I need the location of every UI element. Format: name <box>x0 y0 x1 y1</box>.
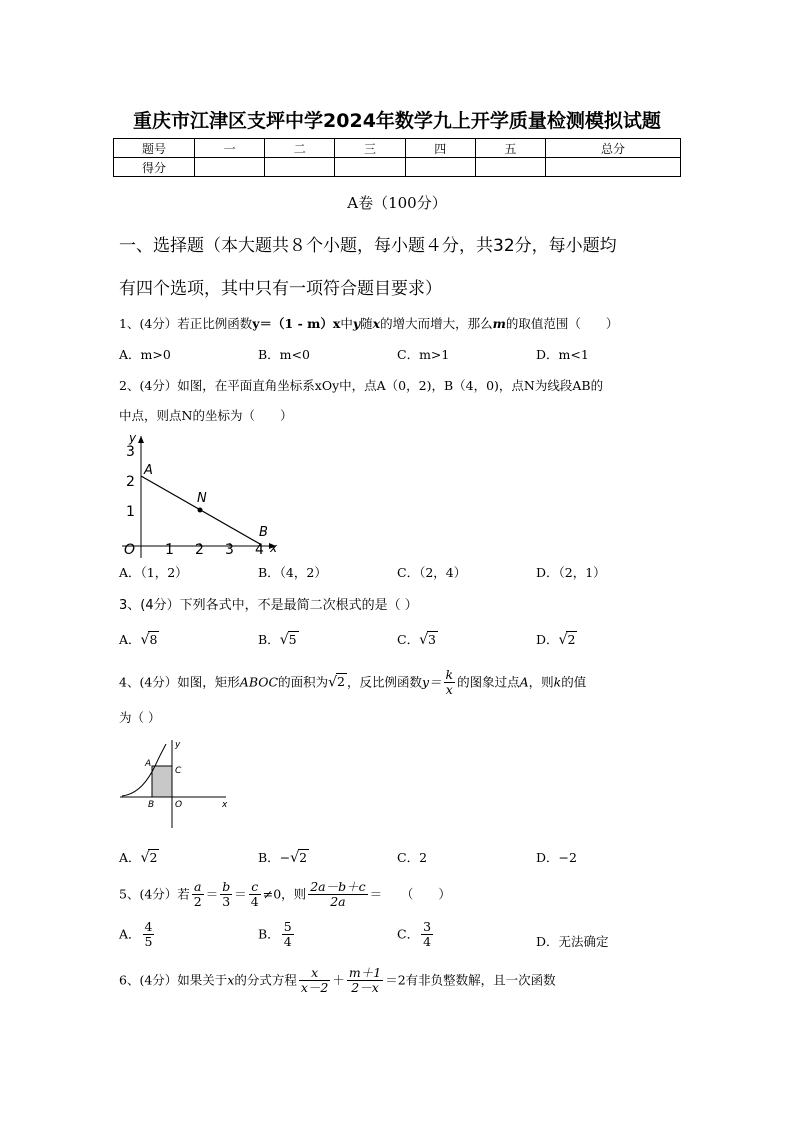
q5-option-denominator: 4 <box>283 934 292 950</box>
q1-var-m: m <box>492 316 506 331</box>
q4-option-label: C． <box>397 850 420 865</box>
q6-var-x: x <box>227 972 235 988</box>
q4-option-radicand: 2 <box>299 850 308 865</box>
q4-function-denominator: x <box>445 682 453 698</box>
q5-option-numerator: 3 <box>423 919 432 934</box>
score-header-cell: 题号 <box>114 139 195 158</box>
q5-option-c[interactable] <box>397 920 435 950</box>
question-2-stem-line1: 2、(4分）如图，在平面直角坐标系xOy中，点A（0，2)，B（4，0)，点N为线段AB的 <box>119 378 604 393</box>
q4-text: ，则 <box>528 674 554 690</box>
volume-heading: A卷（100分） <box>347 194 447 212</box>
q2-x-tick-label: 1 <box>165 542 174 558</box>
q4-text: ，反比例函数 <box>346 674 422 690</box>
q6-operator: ＋ <box>332 972 345 988</box>
score-header-cell: 二 <box>265 139 335 158</box>
q3-option-d[interactable]: D．√2 <box>536 632 576 648</box>
q4-option-value: −2 <box>558 850 577 865</box>
q1-text: 的增大而增大，那么 <box>380 316 493 331</box>
q4-option-radicand: 2 <box>149 850 158 865</box>
q5-text: ≠0，则 <box>262 886 307 902</box>
score-cell[interactable] <box>475 158 545 177</box>
q4-text: 4、(4分）如图，矩形 <box>119 674 240 690</box>
section-heading-line1: 一、选择题（本大题共８个小题，每小题４分，共32分，每小题均 <box>119 236 617 256</box>
score-header-cell: 三 <box>335 139 405 158</box>
q1-text: 中 <box>340 316 353 331</box>
q4-point-a-label: A <box>145 759 152 769</box>
q5-fraction-numerator: c <box>249 880 261 895</box>
q3-option-radicand: 8 <box>149 632 158 647</box>
q4-option-value: 2 <box>419 850 428 865</box>
q4-option-sign: − <box>279 850 291 865</box>
q1-option-a[interactable]: A．m>0 <box>119 347 171 362</box>
q4-function-lhs: y＝ <box>421 674 442 690</box>
q4-point-b-label: B <box>148 800 155 810</box>
q2-y-tick-label: 1 <box>126 504 135 520</box>
q3-option-label: A． <box>119 632 141 647</box>
score-cell[interactable] <box>405 158 475 177</box>
q5-fraction-denominator: 2a <box>330 894 346 910</box>
q2-coordinate-graph <box>118 430 288 560</box>
q1-option-d[interactable]: D．m<1 <box>536 347 589 362</box>
q5-fraction-denominator: 4 <box>250 894 259 910</box>
question-6-stem <box>119 966 556 996</box>
q2-origin-label: O <box>124 542 136 558</box>
q5-text: 5、(4分）若 <box>119 886 190 902</box>
q5-option-label: D． <box>536 934 559 949</box>
q5-suffix: ＝ （ ） <box>369 886 451 902</box>
q4-x-axis-label: x <box>222 800 228 810</box>
q4-option-d[interactable] <box>536 848 577 866</box>
q4-origin-label: O <box>175 800 183 810</box>
q4-option-b[interactable]: B．−√2 <box>258 850 308 866</box>
question-4-stem-line1: 4、(4分）如图，矩形ABOC的面积为√2 ，反比例函数y＝ $\frac{k}{x}$ 的图象过点A，则k的值 <box>119 667 587 698</box>
q4-option-c[interactable] <box>397 848 427 866</box>
q4-option-label: D． <box>536 850 559 865</box>
q1-var-y: y <box>352 316 361 331</box>
q5-fraction-denominator: 2 <box>193 894 202 910</box>
score-header-cell: 总分 <box>546 139 681 158</box>
q2-point-n-label: N <box>197 491 207 506</box>
q6-text: 6、(4分）如果关于 <box>119 972 228 988</box>
q2-x-tick-label: 3 <box>225 542 234 558</box>
q4-y-axis-label: y <box>175 740 181 750</box>
q5-option-text: 无法确定 <box>558 934 609 949</box>
q1-formula: y＝（1 - m）x <box>252 316 341 331</box>
q2-y-tick-label: 3 <box>126 444 135 460</box>
score-cell[interactable] <box>265 158 335 177</box>
q5-option-denominator: 4 <box>423 934 432 950</box>
q4-rectangle-graph <box>118 736 233 831</box>
q6-fraction-denominator: x－2 <box>300 980 329 996</box>
question-5-stem: 5、(4分）若 $\frac{a}{2}$ ＝ $\frac{b}{3}$ ＝ $\frac{c}{4}$ ≠0，则 $\frac{2a-b+c}{2a}$ ＝ （ ） <box>119 879 451 910</box>
q2-option-c[interactable]: C．（2，4） <box>397 565 467 580</box>
q1-text: 随 <box>360 316 373 331</box>
score-table-header-row <box>114 139 681 158</box>
section-heading-line2: 有四个选项，其中只有一项符合题目要求） <box>119 279 442 299</box>
q4-option-a[interactable]: A．√2 <box>119 850 158 866</box>
q2-x-tick-label: 4 <box>255 542 264 558</box>
q4-option-label: A． <box>119 850 141 865</box>
score-cell[interactable] <box>546 158 681 177</box>
q2-option-d[interactable]: D．（2，1） <box>536 565 606 580</box>
score-table <box>113 138 681 177</box>
q6-fraction-numerator: x <box>299 966 331 981</box>
q2-option-b[interactable]: B．（4，2） <box>258 565 327 580</box>
score-header-cell: 五 <box>475 139 545 158</box>
q1-option-c[interactable]: C．m>1 <box>397 347 450 362</box>
q3-option-label: B． <box>258 632 280 647</box>
q1-prefix: 1、(4分）若正比例函数 <box>119 316 253 331</box>
q4-point-c-label: C <box>175 766 182 776</box>
q6-text: 的分式方程 <box>234 972 297 988</box>
q5-option-d[interactable] <box>536 932 609 950</box>
q3-option-radicand: 2 <box>567 632 576 647</box>
q5-fraction-denominator: 3 <box>222 894 231 910</box>
exam-title: 重庆市江津区支坪中学2024年数学九上开学质量检测模拟试题 <box>133 110 661 132</box>
q2-point-a-label: A <box>144 463 153 478</box>
q5-fraction-numerator: 2a－b＋c <box>310 879 366 894</box>
q4-option-label: B． <box>258 850 280 865</box>
q3-option-radicand: 3 <box>428 632 436 647</box>
q2-x-tick-label: 2 <box>195 542 204 558</box>
q3-option-a[interactable]: A．√8 <box>119 632 158 648</box>
question-2-stem-line2: 中点，则点N的坐标为（ ） <box>119 408 293 423</box>
q2-y-axis-label: y <box>129 431 137 445</box>
q5-option-label: B． <box>258 926 280 942</box>
q5-fraction-numerator: b <box>222 879 231 894</box>
q3-option-label: D． <box>536 632 559 647</box>
q3-option-radicand: 5 <box>288 632 297 647</box>
q4-shape-name: ABOC <box>239 674 279 690</box>
q2-option-a[interactable]: A．（1，2） <box>119 565 188 580</box>
q2-x-axis-label: x <box>270 541 278 555</box>
q5-option-denominator: 5 <box>144 934 153 950</box>
q4-function-numerator: k <box>445 667 454 682</box>
score-header-cell: 一 <box>195 139 265 158</box>
q3-option-label: C． <box>397 632 420 647</box>
q2-y-tick-label: 2 <box>126 474 135 490</box>
q6-suffix: ＝2有非负整数解，且一次函数 <box>385 972 556 988</box>
q3-option-c[interactable]: C．√3 <box>397 632 436 648</box>
score-table-score-row <box>114 158 681 177</box>
q5-option-label: C． <box>397 926 420 942</box>
q5-option-numerator: 5 <box>283 919 292 934</box>
q5-option-b[interactable] <box>258 920 296 950</box>
q4-point-a: A <box>519 674 529 690</box>
score-cell[interactable] <box>195 158 265 177</box>
q5-option-label: A． <box>119 926 141 942</box>
q5-option-a[interactable] <box>119 920 156 950</box>
question-1-stem <box>119 314 618 332</box>
q4-text: 的面积为 <box>278 674 329 690</box>
q5-option-numerator: 4 <box>144 919 153 934</box>
q6-fraction-denominator: 2－x <box>351 980 379 996</box>
q1-var-x: x <box>372 316 381 331</box>
q3-option-b[interactable]: B．√5 <box>258 632 297 648</box>
question-3-stem: 3、(4分）下列各式中，不是最简二次根式的是（ ） <box>119 598 418 613</box>
q5-fraction-numerator: a <box>192 880 204 895</box>
q1-option-b[interactable]: B．m<0 <box>258 347 310 362</box>
q4-var-k: k <box>553 674 562 690</box>
q6-fraction-numerator: m＋1 <box>348 965 382 980</box>
score-cell[interactable] <box>335 158 405 177</box>
q4-text: 的值 <box>561 674 587 690</box>
q4-area-radicand: 2 <box>337 674 345 690</box>
q1-suffix: 的取值范围（ ） <box>505 316 619 331</box>
question-4-stem-line2: 为（ ） <box>119 710 161 725</box>
q2-point-b-label: B <box>259 525 268 540</box>
score-header-cell: 四 <box>405 139 475 158</box>
q4-text: 的图象过点 <box>457 674 520 690</box>
score-row-label: 得分 <box>114 158 195 177</box>
